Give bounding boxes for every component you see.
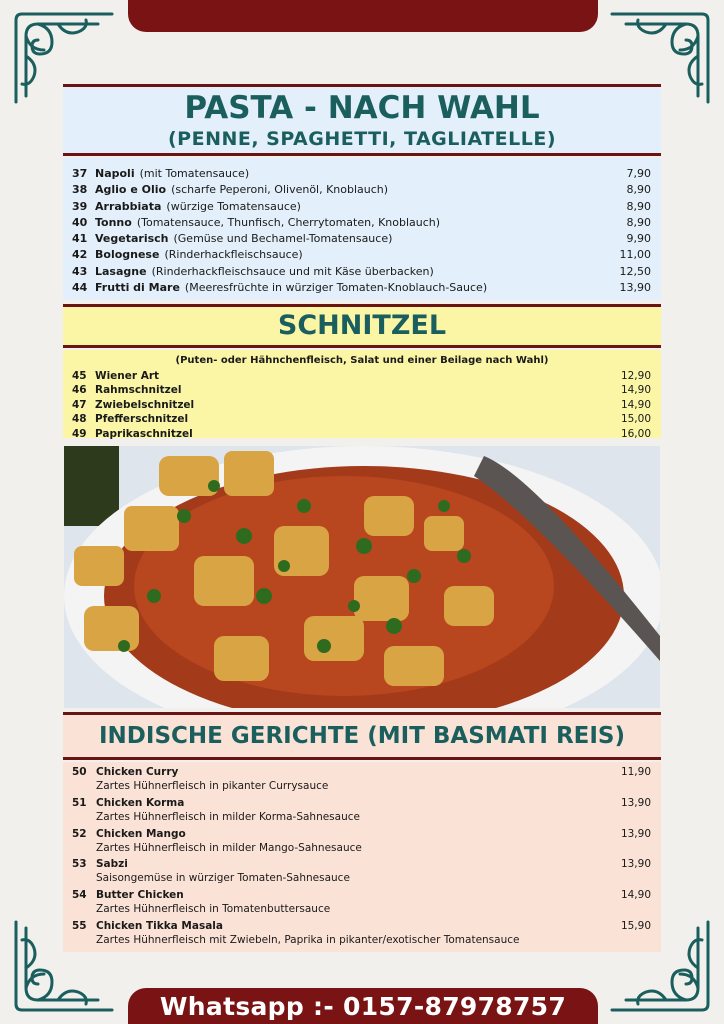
item-name: Frutti di Mare (95, 281, 180, 295)
menu-item (63, 383, 661, 397)
item-description: (Tomatensauce, Thunfisch, Cherrytomaten, Knoblauch) (136, 215, 441, 229)
item-number: 45 (72, 370, 87, 382)
item-number: 50 (72, 766, 87, 778)
item-number: 46 (72, 384, 87, 397)
item-name: Zwiebelschnitzel (95, 398, 195, 411)
item-name: Arrabbiata (95, 199, 162, 213)
curry-dish-photo (64, 446, 660, 708)
item-price: 8,90 (626, 199, 651, 213)
item-price: 13,90 (620, 796, 651, 809)
menu-item (63, 231, 661, 247)
item-price: 13,90 (619, 281, 651, 295)
item-number: 38 (72, 183, 88, 197)
menu-item (63, 182, 661, 198)
item-price: 14,90 (620, 384, 651, 397)
menu-item (63, 199, 661, 215)
menu-item (63, 280, 661, 296)
item-name: Butter Chicken (96, 889, 184, 902)
schnitzel-note: (Puten- oder Hähnchenfleisch, Salat und einer Beilage nach Wahl) (175, 355, 549, 366)
item-name: Napoli (95, 167, 135, 180)
item-number: 53 (72, 858, 87, 871)
item-description: Zartes Hühnerfleisch in milder Korma-Sahnesauce (96, 810, 360, 823)
item-price: 16,00 (620, 427, 651, 440)
item-price: 8,90 (626, 183, 651, 197)
item-price: 13,90 (620, 858, 651, 871)
menu-item (63, 919, 661, 950)
item-description: (Meeresfrüchte in würziger Tomaten-Knoblauch-Sauce) (184, 281, 488, 295)
item-name: Chicken Curry (96, 766, 179, 778)
item-number: 37 (72, 167, 88, 180)
item-number: 48 (72, 413, 87, 426)
item-price: 14,90 (620, 889, 651, 902)
item-name: Rahmschnitzel (95, 384, 182, 397)
menu-item (63, 888, 661, 919)
item-price: 7,90 (626, 167, 651, 180)
item-name: Wiener Art (95, 370, 160, 382)
menu-item (63, 166, 661, 182)
menu-item (63, 765, 661, 796)
item-number: 43 (72, 264, 88, 278)
item-description: (Gemüse und Bechamel-Tomatensauce) (173, 232, 393, 246)
item-price: 11,90 (620, 766, 651, 778)
item-price: 15,00 (620, 413, 651, 426)
item-number: 41 (72, 232, 88, 246)
indian-section-header (63, 712, 661, 760)
whatsapp-banner (128, 988, 598, 1024)
item-name: Chicken Mango (96, 827, 186, 840)
item-number: 51 (72, 796, 87, 809)
item-price: 9,90 (626, 232, 651, 246)
item-description: (scharfe Peperoni, Olivenöl, Knoblauch) (171, 183, 389, 197)
item-number: 49 (72, 427, 87, 440)
item-name: Chicken Korma (96, 796, 185, 809)
menu-item (63, 247, 661, 263)
item-price: 12,50 (619, 264, 651, 278)
item-price: 8,90 (626, 215, 651, 229)
menu-item (63, 427, 661, 441)
menu-item (63, 398, 661, 412)
item-description: Zartes Hühnerfleisch in milder Mango-Sahnesauce (96, 841, 362, 854)
item-number: 39 (72, 199, 88, 213)
item-name: Bolognese (95, 248, 160, 262)
menu-item (63, 264, 661, 280)
item-number: 52 (72, 827, 87, 840)
item-number: 42 (72, 248, 88, 262)
schnitzel-section-header (63, 304, 661, 348)
pasta-title: PASTA - NACH WAHL (184, 90, 540, 126)
schnitzel-list (63, 350, 661, 438)
item-price: 12,90 (620, 370, 651, 382)
item-description: (Rinderhackfleischsauce und mit Käse überbacken) (151, 264, 434, 278)
item-description: Zartes Hühnerfleisch in Tomatenbuttersauce (96, 903, 331, 916)
item-description: (würzige Tomatensauce) (166, 199, 301, 213)
item-name: Pfefferschnitzel (95, 413, 189, 426)
item-price: 14,90 (620, 398, 651, 411)
item-number: 40 (72, 215, 88, 229)
item-name: Lasagne (95, 264, 147, 278)
item-price: 13,90 (620, 827, 651, 840)
item-name: Sabzi (96, 858, 128, 871)
item-name: Tonno (95, 215, 132, 229)
pasta-section-header (63, 84, 661, 156)
pasta-list (63, 158, 661, 300)
item-name: Vegetarisch (95, 232, 169, 246)
item-description: Saisongemüse in würziger Tomaten-Sahnesauce (96, 872, 350, 885)
pasta-subtitle: (PENNE, SPAGHETTI, TAGLIATELLE) (167, 128, 556, 150)
indian-title: INDISCHE GERICHTE (MIT BASMATI REIS) (98, 723, 626, 749)
item-price: 15,90 (620, 919, 651, 932)
item-number: 47 (72, 398, 87, 411)
top-banner-tab (128, 0, 598, 32)
item-description: (Rinderhackfleischsauce) (164, 248, 303, 262)
menu-item (63, 412, 661, 426)
menu-item (63, 796, 661, 827)
menu-item (63, 369, 661, 383)
indian-list (63, 762, 661, 952)
menu-item (63, 215, 661, 231)
item-name: Paprikaschnitzel (95, 427, 193, 440)
item-description: (mit Tomatensauce) (139, 167, 250, 180)
menu-item (63, 857, 661, 888)
item-description: Zartes Hühnerfleisch in pikanter Currysauce (96, 780, 329, 792)
menu-item (63, 827, 661, 858)
item-number: 44 (72, 281, 88, 295)
item-number: 55 (72, 919, 87, 932)
schnitzel-title: SCHNITZEL (277, 310, 447, 341)
item-name: Chicken Tikka Masala (96, 919, 223, 932)
whatsapp-number: Whatsapp :- 0157-87978757 (159, 992, 567, 1021)
item-number: 54 (72, 889, 87, 902)
item-description: Zartes Hühnerfleisch mit Zwiebeln, Paprika in pikanter/exotischer Tomatensauce (96, 933, 520, 946)
item-name: Aglio e Olio (95, 183, 167, 197)
item-price: 11,00 (619, 248, 651, 262)
